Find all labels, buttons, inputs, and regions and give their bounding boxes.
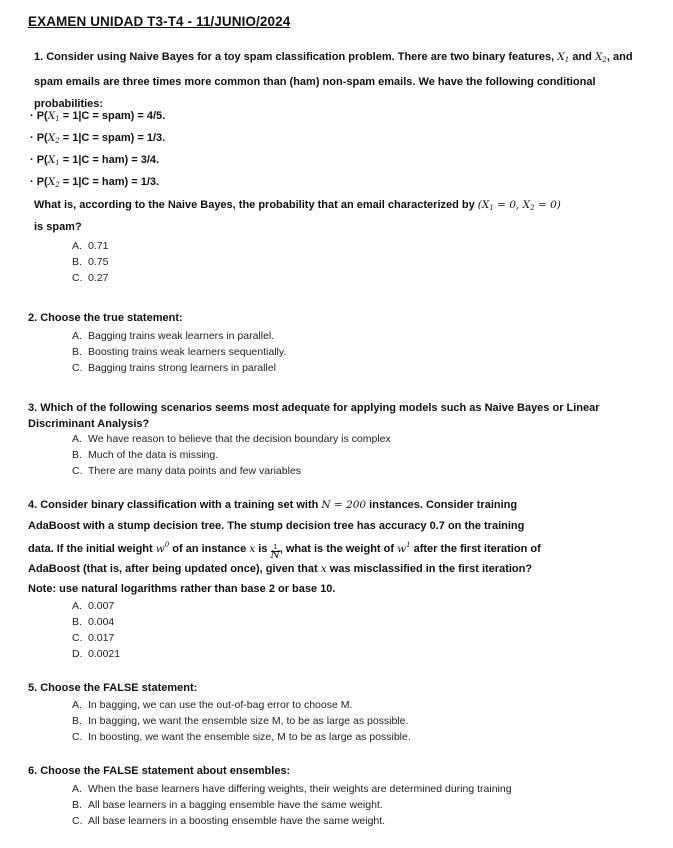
question-5-options: [72, 697, 411, 745]
question-4-line-1: 4. Consider binary classification with a training set with N = 200 instances. Consider training: [28, 499, 518, 511]
math-x1: $X_1$: [557, 51, 570, 64]
option-1b[interactable]: B. 0.75: [72, 256, 109, 268]
question-4-note: Note: use natural logarithms rather than base 2 or base 10.: [28, 583, 336, 595]
question-1-options: [72, 238, 108, 286]
question-1-question-end: is spam?: [34, 221, 82, 233]
question-3-stem: 3. Which of the following scenarios seems most adequate for applying models such as Naive Bayes or Linear Discriminant Analysis?: [28, 402, 600, 430]
fraction-1-over-n: $\frac{1}{N}$: [270, 544, 280, 561]
question-3-options: [72, 431, 391, 479]
prob-line-3: · $P(X_1 = 1|C = ham) = 3/4$.: [30, 154, 160, 167]
question-4-options: [72, 598, 120, 662]
option-5c[interactable]: C. In boosting, we want the ensemble size, M to be as large as possible.: [72, 731, 411, 743]
question-4-line-2: AdaBoost with a stump decision tree. The stump decision tree has accuracy 0.7 on the training: [28, 520, 525, 532]
option-5a[interactable]: A. In bagging, we can use the out-of-bag error to choose M.: [72, 699, 353, 711]
option-4d[interactable]: D. 0.0021: [72, 648, 121, 660]
option-3a[interactable]: A. We have reason to believe that the decision boundary is complex: [72, 433, 391, 445]
option-4c[interactable]: C. 0.017: [72, 632, 115, 644]
exam-title: EXAMEN UNIDAD T3-T4 - 11/JUNIO/2024: [28, 14, 291, 29]
option-3b[interactable]: B. Much of the data is missing.: [72, 449, 219, 461]
math-x2: $X_2$: [594, 51, 607, 64]
question-4-line-3: data. If the initial weight $w^0$ of an instance x is $\frac{1}{N}$ , what is the weight of $w^1$ after the first iteration of: [28, 541, 541, 561]
question-5-stem: 5. Choose the FALSE statement:: [28, 682, 198, 694]
option-2c[interactable]: C. Bagging trains strong learners in parallel: [72, 362, 276, 374]
question-1-intro: 1. Consider using Naive Bayes for a toy spam classification problem. There are two binary features, $X_1$ and $X_2$, and spam emails are three times more common than (ham) non-spam emails. We have the following conditional probabilities:: [34, 51, 633, 110]
option-2a[interactable]: A. Bagging trains weak learners in parallel.: [72, 330, 275, 342]
option-6c[interactable]: C. All base learners in a boosting ensemble have the same weight.: [72, 815, 386, 827]
prob-line-4: · $P(X_2 = 1|C = ham) = 1/3$.: [30, 176, 160, 189]
prob-line-1: · $P(X_1 = 1|C$ = spam) = 4/5.: [30, 110, 166, 123]
question-2-stem: 2. Choose the true statement:: [28, 312, 183, 324]
option-4b[interactable]: B. 0.004: [72, 616, 115, 628]
option-1a[interactable]: A. 0.71: [72, 240, 109, 252]
option-5b[interactable]: B. In bagging, we want the ensemble size M, to be as large as possible.: [72, 715, 409, 727]
question-6-stem: 6. Choose the FALSE statement about ensembles:: [28, 765, 291, 777]
option-3c[interactable]: C. There are many data points and few variables: [72, 465, 302, 477]
question-2-options: [72, 328, 286, 376]
question-6-options: [72, 781, 512, 829]
option-6b[interactable]: B. All base learners in a bagging ensemble have the same weight.: [72, 799, 383, 811]
option-2b[interactable]: B. Boosting trains weak learners sequentially.: [72, 346, 287, 358]
question-4-line-4: AdaBoost (that is, after being updated once), given that x was misclassified in the first iteration?: [28, 563, 533, 575]
prob-line-2: · $P(X_2 = 1|C$ = spam) = 1/3.: [30, 132, 166, 145]
option-4a[interactable]: A. 0.007: [72, 600, 115, 612]
question-1-question: What is, according to the Naive Bayes, the probability that an email characterized by ($X_1 = 0$, $X_2 = 0$): [34, 199, 561, 212]
option-1c[interactable]: C. 0.27: [72, 272, 109, 284]
option-6a[interactable]: A. When the base learners have differing weights, their weights are determined during training: [72, 783, 512, 795]
